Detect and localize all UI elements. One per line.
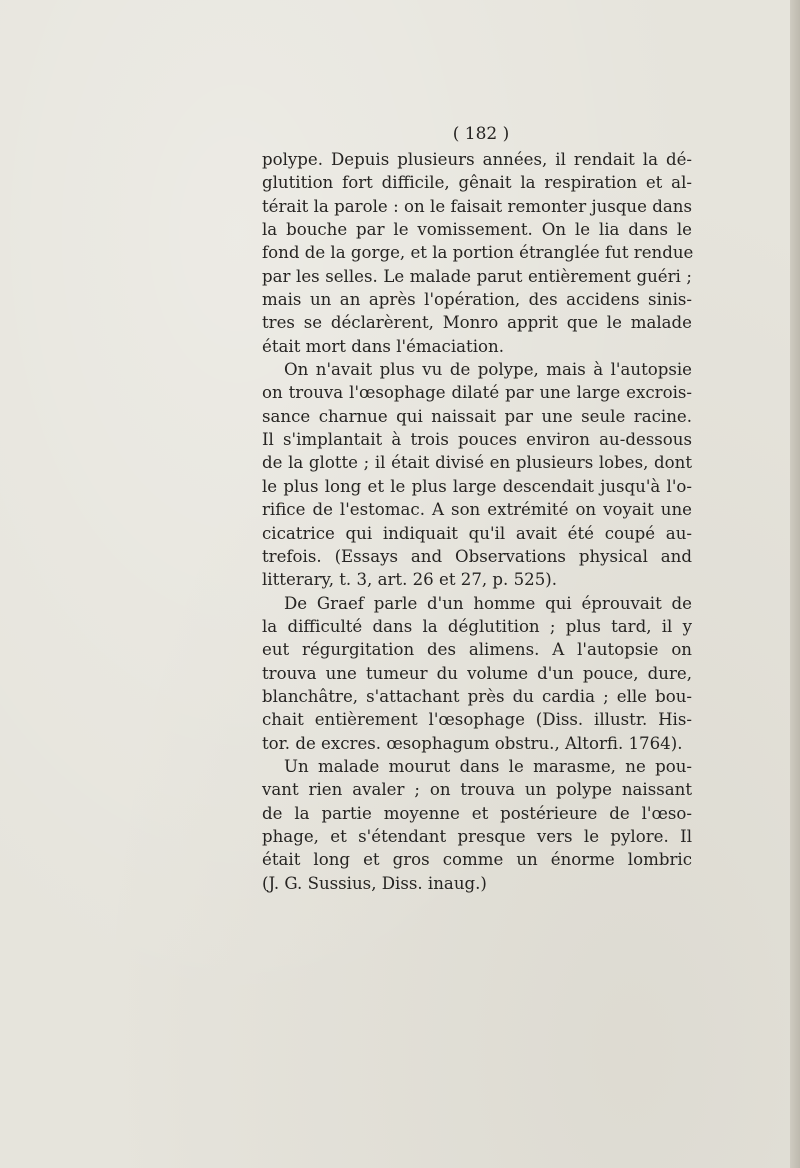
text-line: térait la parole : on le faisait remonter jusque dans xyxy=(262,196,692,216)
text-line: on trouva l'œsophage dilaté par une large excrois- xyxy=(262,383,692,403)
page-number: ( 182 ) xyxy=(452,124,510,144)
text-line: par les selles. Le malade parut entièrement guéri ; xyxy=(262,266,692,286)
text-line: tres se déclarèrent, Monro apprit que le malade xyxy=(262,313,692,333)
text-line: On n'avait plus vu de polype, mais à l'autopsie xyxy=(284,360,692,380)
text-line: Un malade mourut dans le marasme, ne pou- xyxy=(284,756,692,776)
text-line: rifice de l'estomac. A son extrémité on voyait une xyxy=(262,500,692,520)
text-line: De Graef parle d'un homme qui éprouvait de xyxy=(284,593,692,613)
text-line: litterary, t. 3, art. 26 et 27, p. 525). xyxy=(262,570,558,590)
text-line: tor. de excres. œsophagum obstru., Altorfi. 1764). xyxy=(262,733,683,753)
text-line: eut régurgitation des alimens. A l'autopsie on xyxy=(262,640,692,660)
text-line: vant rien avaler ; on trouva un polype naissant xyxy=(262,780,692,800)
text-line: de la partie moyenne et postérieure de l'œso- xyxy=(262,803,692,823)
text-line: sance charnue qui naissait par une seule racine. xyxy=(262,406,692,426)
text-line: la bouche par le vomissement. On le lia dans le xyxy=(262,220,692,240)
text-line: blanchâtre, s'attachant près du cardia ; elle bou- xyxy=(262,686,692,706)
text-line: trefois. (Essays and Observations physical and xyxy=(262,546,692,566)
text-line: cicatrice qui indiquait qu'il avait été coupé au- xyxy=(262,523,692,543)
text-line: chait entièrement l'œsophage (Diss. illustr. His- xyxy=(262,710,692,730)
text-line: glutition fort difficile, gênait la respiration et al- xyxy=(262,173,692,193)
text-line: phage, et s'étendant presque vers le pylore. Il xyxy=(262,826,692,846)
text-line: la difficulté dans la déglutition ; plus tard, il y xyxy=(262,616,692,636)
text-line: (J. G. Sussius, Diss. inaug.) xyxy=(262,873,487,893)
text-line: fond de la gorge, et la portion étranglée fut rendue xyxy=(262,243,694,263)
text-block xyxy=(262,122,692,895)
text-line: Il s'implantait à trois pouces environ au-dessous xyxy=(262,430,692,450)
text-line: était mort dans l'émaciation. xyxy=(262,336,504,356)
text-line: de la glotte ; il était divisé en plusieurs lobes, dont xyxy=(262,453,692,473)
page-edge xyxy=(790,0,800,1168)
text-line: mais un an après l'opération, des accidens sinis- xyxy=(262,290,692,310)
text-line: polype. Depuis plusieurs années, il rendait la dé- xyxy=(262,150,692,169)
text-line: était long et gros comme un énorme lombric xyxy=(262,850,692,870)
text-line: trouva une tumeur du volume d'un pouce, dure, xyxy=(262,663,692,683)
text-line: le plus long et le plus large descendait jusqu'à l'o- xyxy=(262,476,692,496)
